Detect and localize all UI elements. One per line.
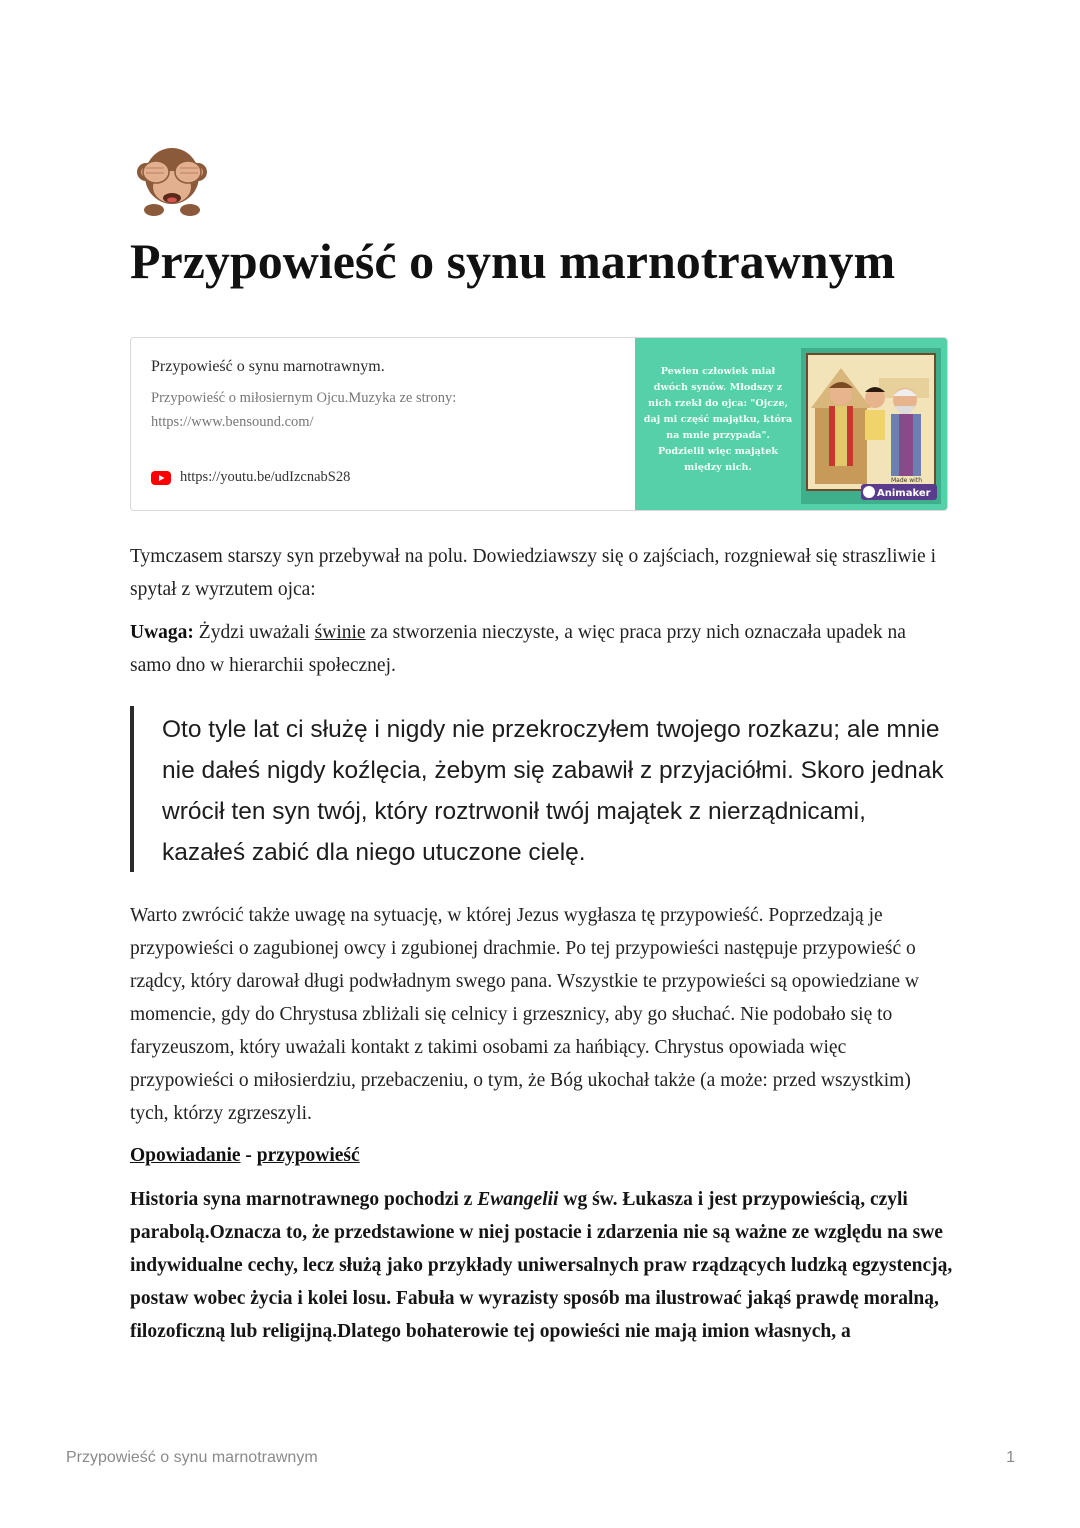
page-title: Przypowieść o synu marnotrawnym	[130, 233, 896, 289]
bookmark-url[interactable]: https://youtu.be/udIzcnabS28	[180, 469, 351, 485]
bookmark-title: Przypowieść o synu marnotrawnym.	[151, 358, 385, 375]
bookmark-text	[131, 338, 635, 510]
note-link-swinie[interactable]: świnie	[314, 622, 366, 643]
bookmark-thumbnail	[635, 338, 947, 510]
paragraph-context: Warto zwrócić także uwagę na sytuację, w której Jezus wygłasza tę przypowieść. Poprzedzają je przypowieści o zagubionej owcy i zgubionej drachmie. Po tej przypowieści następuje przypowieść o rządcy, który darował długi podwładnym swego pana. Wszystkie te przypowieści są opowiedziane w momencie, gdy do Chrystusa zbliżali się celnicy i grzesznicy, aby go słuchać. Nie podobało się to faryzeuszom, który uważali kontakt z takimi osobami za hańbiący. Chrystus opowiada więc przypowieści o miłosierdziu, przebaczeniu, o tym, że Bóg ukochał także (a może: przed wszystkim) tych, którzy zgrzeszyli.	[130, 905, 919, 1124]
quote-text: Oto tyle lat ci służę i nigdy nie przekroczyłem twojego rozkazu; ale mnie nie dałeś nigdy koźlęcia, żebym się zabawił z przyjaciółmi. Skoro jednak wrócił ten syn twój, który roztrwonił twój majątek z nierządnicami, kazałeś zabić dla niego utuczone cielę.	[162, 716, 944, 866]
note-text-before: Żydzi uważali	[193, 622, 315, 643]
see-no-evil-monkey-icon	[134, 142, 210, 218]
paragraph-older-son: Tymczasem starszy syn przebywał na polu. Dowiedziawszy się o zajściach, rozgniewał się straszliwie i spytał z wyrzutem ojca:	[130, 546, 936, 600]
blockquote	[130, 706, 950, 872]
bold-text-before: Historia syna marnotrawnego pochodzi z	[130, 1189, 478, 1210]
bookmark-description-line1: Przypowieść o miłosiernym Ojcu.Muzyka ze strony:	[151, 390, 457, 406]
heading-link-przypowiesc[interactable]: przypowieść	[256, 1145, 360, 1166]
note-label: Uwaga:	[130, 622, 194, 643]
thumbnail-logo: Animaker	[877, 488, 931, 499]
bold-text-after: wg św. Łukasza i jest przypowieścią, czyli parabolą.Oznacza to, że przedstawione w niej postacie i zdarzenia nie są ważne ze względu na swe indywidualne cechy, lecz służą jako przykłady uniwersalnych praw rządzących ludzką egzystencją, postaw wobec życia i kolei losu. Fabuła w wyrazisty sposób ma ilustrować jakąś prawdę moralną, filozoficzną lub religijną.Dlatego bohaterowie tej opowieści nie mają imion własnych, a	[130, 1189, 953, 1342]
footer-title: Przypowieść o synu marnotrawnym	[66, 1449, 318, 1466]
heading-link-opowiadanie[interactable]: Opowiadanie	[130, 1145, 241, 1166]
thumbnail-illustration	[801, 348, 941, 504]
youtube-icon	[151, 471, 171, 485]
bold-text-italic: Ewangelii	[477, 1189, 559, 1210]
thumbnail-logo-prefix: Made with	[891, 477, 922, 484]
footer-page-number: 1	[1006, 1449, 1015, 1466]
thumbnail-caption: Pewien człowiek miał dwóch synów. Młodszy z nich rzekł do ojca: "Ojcze, daj mi część majątku, która na mnie przypada". Podzielił więc majątek między nich.	[643, 366, 793, 473]
heading-separator: -	[240, 1145, 257, 1166]
paragraph-parable-definition	[130, 1183, 960, 1348]
bookmark-description-line2: https://www.bensound.com/	[151, 414, 314, 430]
bookmark-description	[151, 386, 617, 434]
paragraph-note	[130, 616, 950, 682]
bookmark-link-row[interactable]	[151, 469, 350, 486]
section-heading	[130, 1139, 360, 1172]
video-bookmark-card[interactable]	[130, 337, 948, 511]
note-text-after: za stworzenia nieczyste, a więc praca przy nich oznaczała upadek na samo dno w hierarchii społecznej.	[130, 622, 906, 676]
